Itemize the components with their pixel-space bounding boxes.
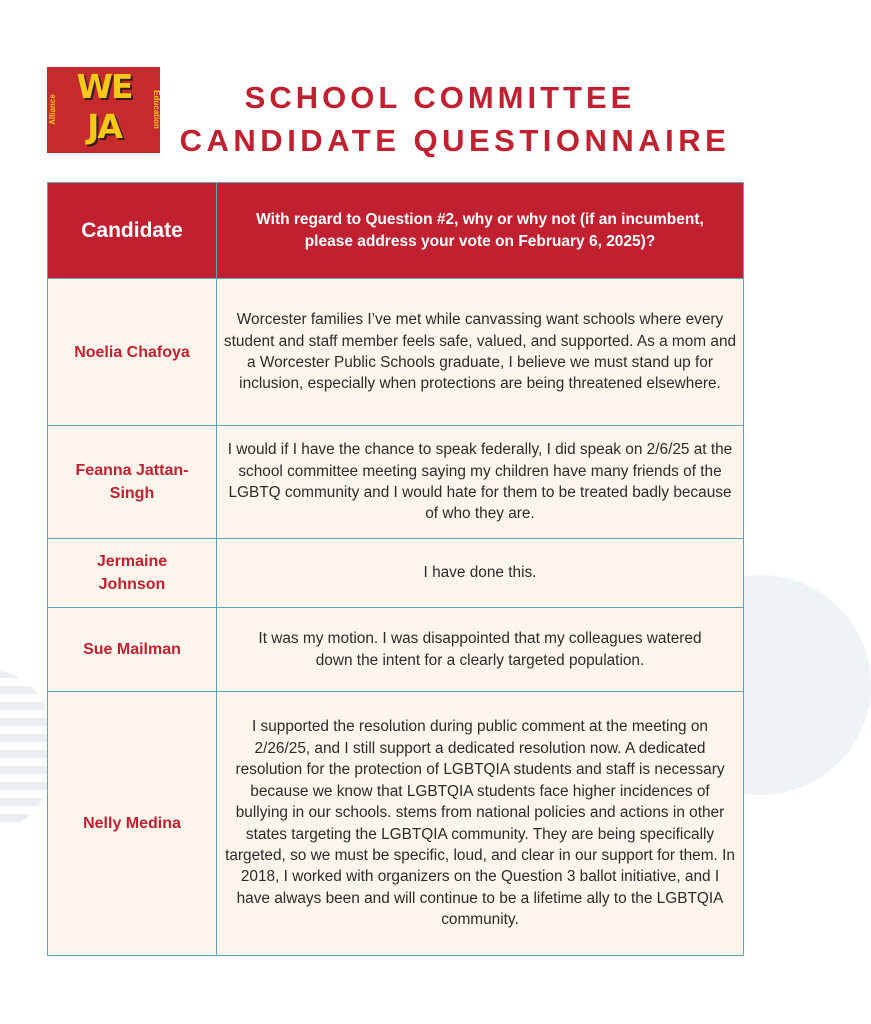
candidate-answer: I have done this. — [217, 539, 744, 608]
table-row — [48, 692, 744, 956]
candidate-answer: I supported the resolution during public comment at the meeting on 2/26/25, and I still support a dedicated resolution now. A dedicated resolution for the protection of LGBTQIA students and staff is necessary because we know that LGBTQIA students face higher incidences of bullying in our schools. stems from national policies and actions in other states targeting the LGBTQIA community. They are being specifically targeted, so we must be specific, loud, and clear in our support for them. In 2018, I worked with organizers on the Question 3 ballot initiative, and I have always been and will continue to be a lifetime ally to the LGBTQIA community. — [217, 692, 744, 956]
header-question: With regard to Question #2, why or why not (if an incumbent, please address your vote on February 6, 2025)? — [217, 183, 744, 279]
page-title-line2: CANDIDATE QUESTIONNAIRE — [179, 123, 731, 158]
decorative-stripes — [0, 670, 50, 830]
header-candidate: Candidate — [48, 183, 217, 279]
weja-logo: WE JA Alliance Education — [47, 67, 160, 153]
table-row — [48, 608, 744, 692]
candidate-name: Feanna Jattan-Singh — [48, 426, 217, 539]
page-title-line1: SCHOOL COMMITTEE — [244, 80, 636, 115]
candidate-table — [47, 182, 744, 956]
table-row — [48, 279, 744, 426]
candidate-name: Noelia Chafoya — [48, 279, 217, 426]
table-row — [48, 539, 744, 608]
candidate-name: Jermaine Johnson — [48, 539, 217, 608]
candidate-name: Nelly Medina — [48, 692, 217, 956]
candidate-name: Sue Mailman — [48, 608, 217, 692]
table-row — [48, 426, 744, 539]
candidate-answer: It was my motion. I was disappointed that my colleagues watered down the intent for a clearly targeted population. — [217, 608, 744, 692]
table-header-row — [48, 183, 744, 279]
candidate-answer: Worcester families I’ve met while canvassing want schools where every student and staff member feels safe, valued, and supported. As a mom and a Worcester Public Schools graduate, I believe we must stand up for inclusion, especially when protections are being threatened elsewhere. — [217, 279, 744, 426]
candidate-answer: I would if I have the chance to speak federally, I did speak on 2/6/25 at the school committee meeting saying my children have many friends of the LGBTQ community and I would hate for them to be treated badly because of who they are. — [217, 426, 744, 539]
